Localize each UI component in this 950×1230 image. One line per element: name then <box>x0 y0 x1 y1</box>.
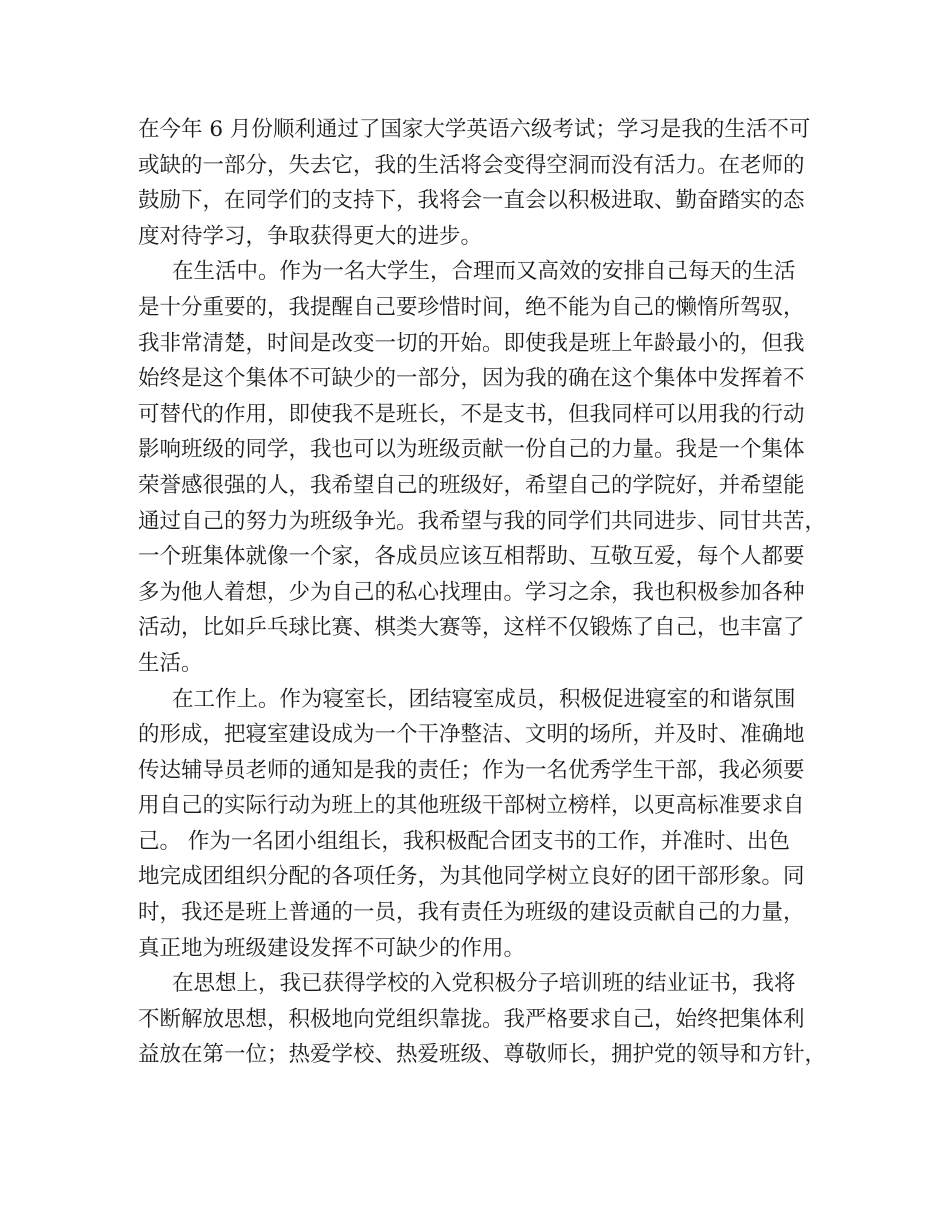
text-line: 通过自己的努力为班级争光。我希望与我的同学们共同进步、同甘共苦， <box>138 508 827 534</box>
text-line: 可替代的作用，即使我不是班长，不是支书，但我同样可以用我的行动 <box>138 401 805 427</box>
document-body <box>138 112 828 1073</box>
text-line: 真正地为班级建设发挥不可缺少的作用。 <box>138 935 526 961</box>
text-line: 荣誉感很强的人，我希望自己的班级好，希望自己的学院好，并希望能 <box>138 472 805 498</box>
text-line: 我非常清楚，时间是改变一切的开始。即使我是班上年龄最小的，但我 <box>138 330 805 356</box>
text-line: 或缺的一部分，失去它，我的生活将会变得空洞而没有活力。在老师的 <box>138 152 805 178</box>
text-line: 活动，比如乒乓球比赛、棋类大赛等，这样不仅锻炼了自己，也丰富了 <box>138 615 805 641</box>
text-line: 地完成团组织分配的各项任务，为其他同学树立良好的团干部形象。同 <box>138 864 805 890</box>
text-line: 用自己的实际行动为班上的其他班级干部树立榜样，以更高标准要求自 <box>138 793 805 819</box>
text-line: 己。 作为一名团小组组长，我积极配合团支书的工作，并准时、出色 <box>138 828 790 854</box>
text-line: 在生活中。作为一名大学生，合理而又高效的安排自己每天的生活 <box>172 259 796 285</box>
paragraph-study-continued <box>138 112 828 254</box>
text-line: 鼓励下，在同学们的支持下，我将会一直会以积极进取、勤奋踏实的态 <box>138 188 805 214</box>
text-line: 度对待学习，争取获得更大的进步。 <box>138 223 483 249</box>
text-line: 益放在第一位；热爱学校、热爱班级、尊敬师长，拥护党的领导和方针， <box>138 1042 827 1068</box>
text-line: 在今年 6 月份顺利通过了国家大学英语六级考试；学习是我的生活不可 <box>138 117 811 142</box>
text-line: 多为他人着想，少为自己的私心找理由。学习之余，我也积极参加各种 <box>138 579 805 605</box>
text-line: 一个班集体就像一个家，各成员应该互相帮助、互敬互爱，每个人都要 <box>138 544 805 570</box>
paragraph-thought <box>138 966 828 1073</box>
paragraph-work <box>138 682 828 967</box>
text-line: 时，我还是班上普通的一员，我有责任为班级的建设贡献自己的力量， <box>138 900 805 926</box>
text-line: 在工作上。作为寝室长，团结寝室成员，积极促进寝室的和谐氛围 <box>172 686 796 712</box>
text-line: 传达辅导员老师的通知是我的责任；作为一名优秀学生干部，我必须要 <box>138 757 805 783</box>
text-line: 不断解放思想，积极地向党组织靠拢。我严格要求自己，始终把集体利 <box>138 1006 805 1032</box>
text-line: 影响班级的同学，我也可以为班级贡献一份自己的力量。我是一个集体 <box>138 437 805 463</box>
paragraph-life <box>138 254 828 681</box>
text-line: 是十分重要的，我提醒自己要珍惜时间，绝不能为自己的懒惰所驾驭， <box>138 294 805 320</box>
text-line: 的形成，把寝室建设成为一个干净整洁、文明的场所，并及时、准确地 <box>138 722 805 748</box>
text-line: 始终是这个集体不可缺少的一部分，因为我的确在这个集体中发挥着不 <box>138 366 805 392</box>
text-line: 在思想上，我已获得学校的入党积极分子培训班的结业证书，我将 <box>172 971 796 997</box>
text-line: 生活。 <box>138 650 203 676</box>
